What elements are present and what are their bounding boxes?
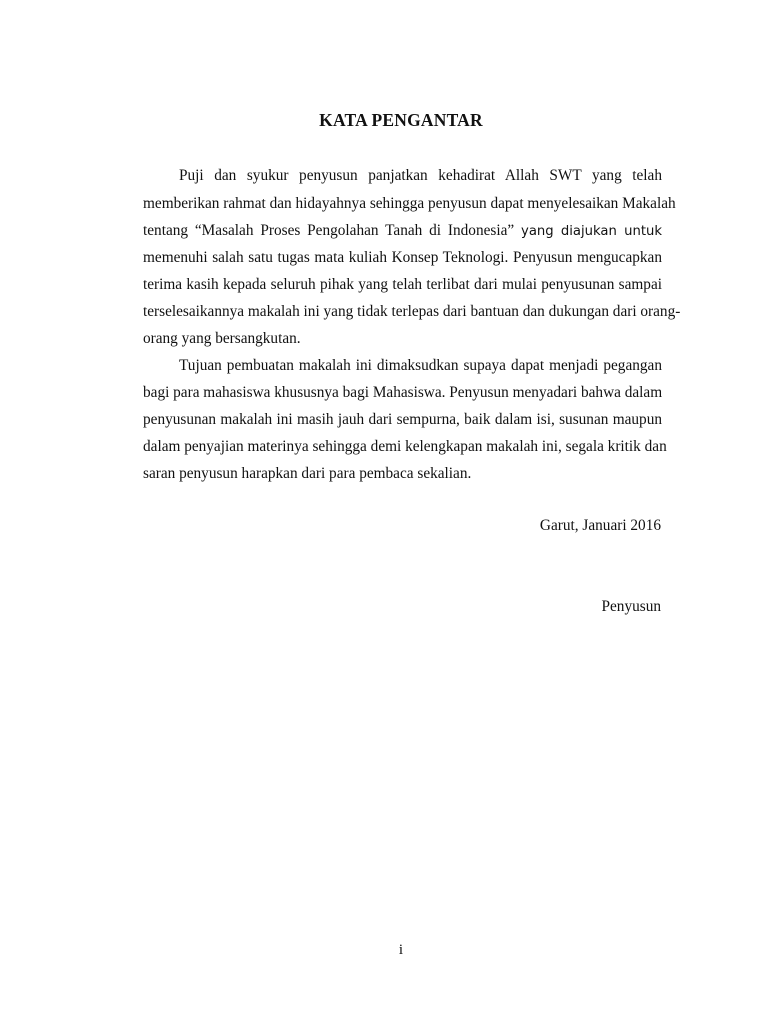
paragraph-1-line-3-sans: yang diajukan untuk — [521, 224, 662, 239]
paragraph-1-line-3 — [143, 221, 662, 242]
paragraph-1-line-2: memberikan rahmat dan hidayahnya sehingga penyusun dapat menyelesaikan Makalah — [143, 195, 676, 212]
paragraph-2-line-1: Tujuan pembuatan makalah ini dimaksudkan supaya dapat menjadi pegangan — [179, 357, 662, 374]
signature-label: Penyusun — [601, 598, 661, 615]
paragraph-2-line-2: bagi para mahasiswa khususnya bagi Mahasiswa. Penyusun menyadari bahwa dalam — [143, 384, 663, 401]
paragraph-1-line-6: terselesaikannya makalah ini yang tidak terlepas dari bantuan dan dukungan dari orang- — [143, 303, 681, 320]
paragraph-1-line-5: terima kasih kepada seluruh pihak yang telah terlibat dari mulai penyusunan sampai — [143, 276, 662, 293]
paragraph-2-line-4: dalam penyajian materinya sehingga demi kelengkapan makalah ini, segala kritik dan — [143, 438, 667, 455]
paragraph-1-line-1: Puji dan syukur penyusun panjatkan kehadirat Allah SWT yang telah — [179, 167, 662, 184]
paragraph-2-line-5: saran penyusun harapkan dari para pembaca sekalian. — [143, 465, 472, 482]
paragraph-1-line-4: memenuhi salah satu tugas mata kuliah Konsep Teknologi. Penyusun mengucapkan — [143, 249, 662, 266]
page-title: KATA PENGANTAR — [319, 110, 483, 130]
paragraph-2-line-3: penyusunan makalah ini masih jauh dari sempurna, baik dalam isi, susunan maupun — [143, 411, 662, 428]
page-number: i — [398, 942, 404, 958]
paragraph-1-line-7: orang yang bersangkutan. — [143, 330, 301, 347]
place-date: Garut, Januari 2016 — [539, 517, 661, 534]
paragraph-1-line-3-serif: tentang “Masalah Proses Pengolahan Tanah di Indonesia” — [143, 222, 515, 239]
